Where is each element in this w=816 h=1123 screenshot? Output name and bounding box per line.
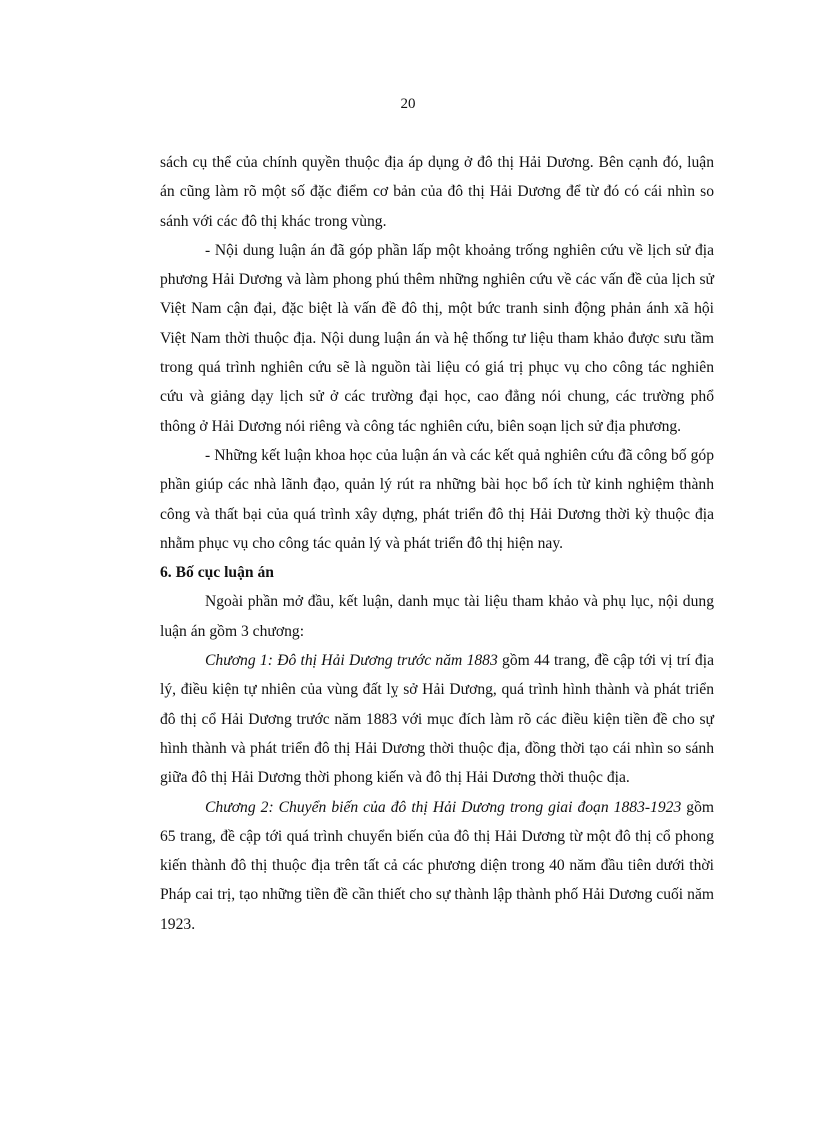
section-heading: 6. Bố cục luận án xyxy=(160,564,274,582)
paragraph-chapter-1 xyxy=(160,646,714,792)
chapter-1-description: gồm 44 trang, đề cập tới vị trí địa lý, điều kiện tự nhiên của vùng đất lỵ sở Hải Dương, quá trình hình thành và phát triển đô thị cổ Hải Dương trước năm 1883 với mục đích làm rõ các điều kiện tiền đề cho sự hình thành và phát triển đô thị Hải Dương thời thuộc địa, đồng thời tạo cái nhìn so sánh giữa đô thị Hải Dương thời phong kiến và đô thị Hải Dương thời thuộc địa. xyxy=(160,652,714,787)
paragraph-chapter-2 xyxy=(160,793,714,939)
paragraph-structure-intro: Ngoài phần mở đầu, kết luận, danh mục tài liệu tham khảo và phụ lục, nội dung luận án gồm 3 chương: xyxy=(160,593,714,640)
chapter-1-title: Chương 1: Đô thị Hải Dương trước năm 1883 xyxy=(205,652,498,670)
chapter-2-title: Chương 2: Chuyển biến của đô thị Hải Dương trong giai đoạn 1883-1923 xyxy=(205,798,682,816)
paragraph-significance-comparison: sách cụ thể của chính quyền thuộc địa áp dụng ở đô thị Hải Dương. Bên cạnh đó, luận án cũng làm rõ một số đặc điểm cơ bản của đô thị Hải Dương để từ đó có cái nhìn so sánh với các đô thị khác trong vùng. xyxy=(160,154,714,230)
body-text xyxy=(160,148,714,939)
chapter-2-description: gồm 65 trang, đề cập tới quá trình chuyển biến của đô thị Hải Dương từ một đô thị cổ phong kiến thành đô thị thuộc địa trên tất cả các phương diện trong 40 năm đầu tiên dưới thời Pháp cai trị, tạo những tiền đề cần thiết cho sự thành lập thành phố Hải Dương cuối năm 1923. xyxy=(160,798,714,933)
paragraph-research-contribution: - Nội dung luận án đã góp phần lấp một khoảng trống nghiên cứu về lịch sử địa phương Hải Dương và làm phong phú thêm những nghiên cứu về các vấn đề của lịch sử Việt Nam cận đại, đặc biệt là vấn đề đô thị, một bức tranh sinh động phản ánh xã hội Việt Nam thời thuộc địa. Nội dung luận án và hệ thống tư liệu tham khảo được sưu tầm trong quá trình nghiên cứu sẽ là nguồn tài liệu có giá trị phục vụ cho công tác nghiên cứu và giảng dạy lịch sử ở các trường đại học, cao đẳng nói chung, các trường phổ thông ở Hải Dương nói riêng và công tác nghiên cứu, biên soạn lịch sử địa phương. xyxy=(160,241,714,435)
page-number: 20 xyxy=(400,96,416,112)
paragraph-practical-value: - Những kết luận khoa học của luận án và các kết quả nghiên cứu đã công bố góp phần giúp các nhà lãnh đạo, quản lý rút ra những bài học bổ ích từ kinh nghiệm thành công và thất bại của quá trình xây dựng, phát triển đô thị Hải Dương thời kỳ thuộc địa nhằm phục vụ cho công tác quản lý và phát triển đô thị hiện nay. xyxy=(160,446,714,552)
